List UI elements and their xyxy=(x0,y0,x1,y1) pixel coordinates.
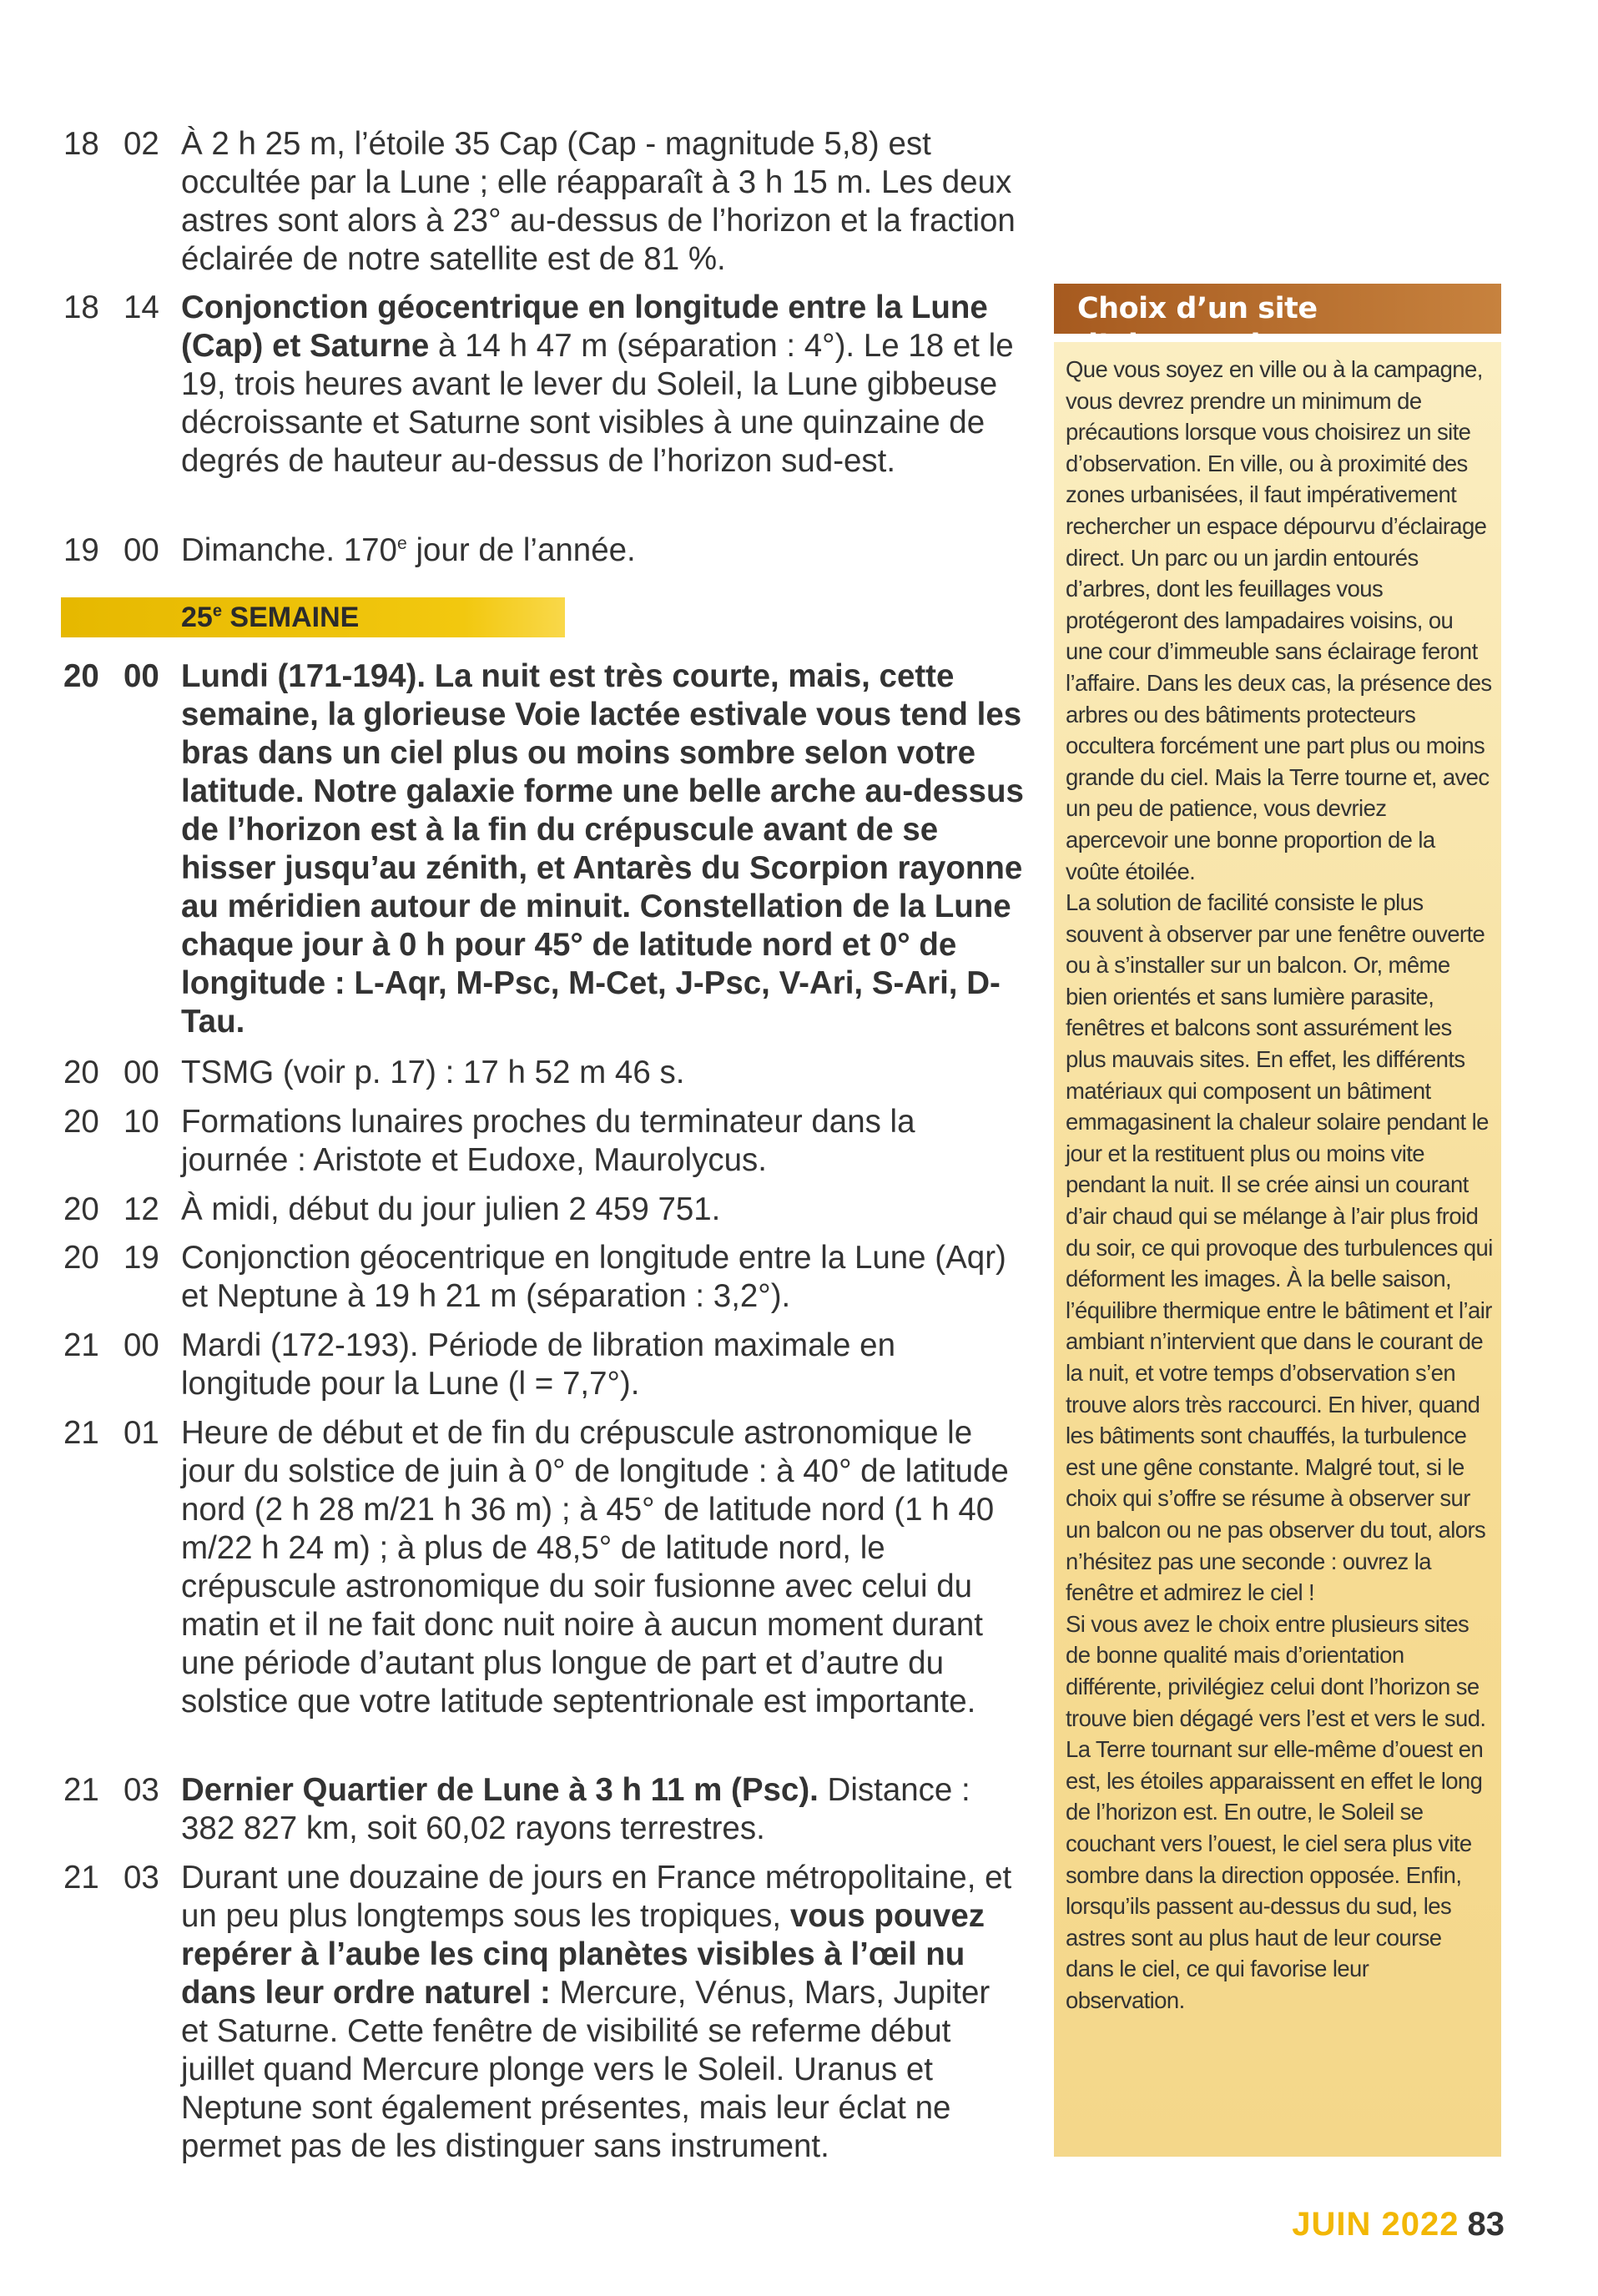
entry-day: 21 xyxy=(63,1860,99,1896)
week-text: SEMAINE xyxy=(221,602,360,633)
sidebar-paragraph: Si vous avez le choix entre plusieurs sites de bonne qualité mais d’orientation différente, privilégiez celui dont l’horizon se trouve bien dégagé vers l’est et vers le sud. La Terre tournant sur elle-même d’ouest en est, les étoiles apparaissent en effet le long de l’horizon est. En outre, le Soleil se couchant vers l’ouest, le ciel sera plus vite sombre dans la direction opposée. Enfin, lorsqu’ils passent au-dessus du sud, les astres sont au plus haut de leur course dans le ciel, ce qui favorise leur observation. xyxy=(1066,1610,1486,2013)
entry-text-bold: vous pouvez repérer à l’aube les cinq planètes visibles à l’œil nu dans leur ordre naturel : xyxy=(181,1898,985,2011)
entry-day: 19 xyxy=(63,532,99,568)
entry-text xyxy=(181,1191,1024,1229)
entry-hour: 03 xyxy=(124,1772,159,1808)
entry-day: 21 xyxy=(63,1415,99,1451)
entry-text-part: Distance : 382 827 km, soit 60,02 rayons terrestres. xyxy=(181,1772,970,1846)
page-footer xyxy=(1292,2204,1505,2244)
entry-hour: 14 xyxy=(124,290,159,325)
entry-text xyxy=(181,1771,1024,1848)
entry-hour: 00 xyxy=(124,658,159,694)
entry-text-part: Durant une douzaine de jours en France métropolitaine, et un peu plus longtemps sous les tropiques, xyxy=(181,1860,1012,1934)
entry-text xyxy=(181,1239,1024,1316)
entry-text-bold: Dernier Quartier de Lune à 3 h 11 m (Psc). xyxy=(181,1772,819,1808)
entry-day: 20 xyxy=(63,1104,99,1140)
week-number: 25 xyxy=(181,602,213,633)
page-number: 83 xyxy=(1467,2206,1505,2243)
entry-text xyxy=(181,531,1024,570)
entry-text-part: Formations lunaires proches du terminateur dans la journée : Aristote et Eudoxe, Maurolycus. xyxy=(181,1104,915,1178)
entry-text-part: Mardi (172-193). Période de libration maximale en longitude pour la Lune (l = 7,7°). xyxy=(181,1327,895,1402)
entry-text-part: jour de l’année. xyxy=(406,532,636,568)
sidebar-box xyxy=(1054,342,1501,2157)
entry-hour: 10 xyxy=(124,1104,159,1140)
entry-day: 21 xyxy=(63,1327,99,1363)
entry-hour: 19 xyxy=(124,1240,159,1276)
entry-text-part: Conjonction géocentrique en longitude entre la Lune (Aqr) et Neptune à 19 h 21 m (séparation : 3,2°). xyxy=(181,1240,1006,1314)
week-label xyxy=(181,600,359,635)
sidebar-title: Choix d’un site xyxy=(1077,292,1318,325)
entry-text-part: Dimanche. 170 xyxy=(181,532,397,568)
entry-hour: 00 xyxy=(124,1327,159,1363)
week-banner xyxy=(61,597,565,637)
entry-hour: 03 xyxy=(124,1860,159,1896)
entry-text xyxy=(181,1054,1024,1092)
entry-text xyxy=(181,1327,1024,1403)
entry-day: 21 xyxy=(63,1772,99,1808)
entry-hour: 12 xyxy=(124,1191,159,1227)
entry-text-part: Heure de début et de fin du crépuscule astronomique le jour du solstice de juin à 0° de longitude : à 40° de latitude nord (2 h 28 m/21 h 36 m) ; à 45° de latitude nord (1 h 40 m/22 h 24 m) ; à plus de 48,5° de latitude nord, le crépuscule astronomique du soir fusionne avec celui du matin et il ne fait donc nuit noire à aucun moment durant une période d’autant plus longue de part et d’autre du solstice que votre latitude septentrionale est importante. xyxy=(181,1415,1009,1719)
entry-text xyxy=(181,1103,1024,1180)
entry-text xyxy=(181,125,1024,279)
entry-hour: 00 xyxy=(124,532,159,568)
entry-text: Lundi (171-194). La nuit est très courte, mais, cette semaine, la glorieuse Voie lactée estivale vous tend les bras dans un ciel plus ou moins sombre selon votre latitude. Notre galaxie forme une belle arche au-dessus de l’horizon est à la fin du crépuscule avant de se hisser jusqu’au zénith, et Antarès du Scorpion rayonne au méridien autour de minuit. Constellation de la Lune chaque jour à 0 h pour 45° de latitude nord et 0° de longitude : L-Aqr, M-Psc, M-Cet, J-Psc, V-Ari, S-Ari, D-Tau. xyxy=(181,658,1024,1040)
entry-hour: 02 xyxy=(124,126,159,162)
entry-text-bold: Conjonction géocentrique en longitude entre la Lune (Cap) et Saturne xyxy=(181,290,988,364)
entry-text-part: À midi, début du jour julien 2 459 751. xyxy=(181,1191,721,1227)
entry-day: 20 xyxy=(63,1191,99,1227)
ordinal-sup: e xyxy=(212,602,222,621)
entry-text xyxy=(181,1859,1024,2166)
entry-day: 20 xyxy=(63,658,99,694)
sidebar-text xyxy=(1066,354,1493,2016)
entry-text xyxy=(181,1414,1024,1721)
entry-text-part: Mercure, Vénus, Mars, Jupiter et Saturne. Cette fenêtre de visibilité se referme début juillet quand Mercure plonge vers le Soleil. Uranus et Neptune sont également présentes, mais leur éclat ne permet pas de les distinguer sans instrument. xyxy=(181,1975,991,2164)
footer-month: JUIN 2022 xyxy=(1292,2206,1459,2243)
entry-day: 20 xyxy=(63,1055,99,1090)
entry-hour: 00 xyxy=(124,1055,159,1090)
sidebar-paragraph: La solution de facilité consiste le plus souvent à observer par une fenêtre ouverte ou à s’installer sur un balcon. Or, même bien orientés et sans lumière parasite, fenêtres et balcons sont assurément les plus mauvais sites. En effet, les différents matériaux qui composent un bâtiment emmagasinent la chaleur solaire pendant le jour et la restituent plus ou moins vite pendant la nuit. Il se crée ainsi un courant d’air chaud qui se mélange à l’air plus froid du soir, ce qui provoque des turbulences qui déforment les images. À la belle saison, l’équilibre thermique entre le bâtiment et l’air ambiant n’intervient que dans le courant de la nuit, et votre temps d’observation s’en trouve alors très raccourci. En hiver, quand les bâtiments sont chauffés, la turbulence est une gêne constante. Malgré tout, si le choix qui s’offre se résume à observer sur un balcon ou ne pas observer du tout, alors n’hésitez pas une seconde : ouvrez la fenêtre et admirez le ciel ! xyxy=(1066,889,1493,1606)
entry-hour: 01 xyxy=(124,1415,159,1451)
entry-day: 18 xyxy=(63,290,99,325)
sidebar-paragraph: Que vous soyez en ville ou à la campagne, vous devrez prendre un minimum de précautions lorsque vous choisirez un site d’observation. En ville, ou à proximité des zones urbanisées, il faut impérativement rechercher un espace dépourvu d’éclairage direct. Un parc ou un jardin entourés d’arbres, dont les feuillages vous protégeront des lampadaires voisins, ou une cour d’immeuble sans éclairage feront l’affaire. Dans les deux cas, la présence des arbres ou des bâtiments protecteurs occultera forcément une part plus ou moins grande du ciel. Mais la Terre tourne et, avec un peu de patience, vous devriez apercevoir une bonne proportion de la voûte étoilée. xyxy=(1066,356,1492,884)
ordinal-sup: e xyxy=(396,534,407,554)
entry-text-part: À 2 h 25 m, l’étoile 35 Cap (Cap - magnitude 5,8) est occultée par la Lune ; elle réapparaît à 3 h 15 m. Les deux astres sont alors à 23° au-dessus de l’horizon et la fraction éclairée de notre satellite est de 81 %. xyxy=(181,126,1016,277)
entry-text xyxy=(181,289,1024,481)
sidebar-header xyxy=(1054,284,1501,334)
entry-text-part: TSMG (voir p. 17) : 17 h 52 m 46 s. xyxy=(181,1055,685,1090)
entry-day: 20 xyxy=(63,1240,99,1276)
entry-day: 18 xyxy=(63,126,99,162)
entry-text-part: à 14 h 47 m (séparation : 4°). Le 18 et le 19, trois heures avant le lever du Soleil, la Lune gibbeuse décroissante et Saturne sont visibles à une quinzaine de degrés de hauteur au-dessus de l’horizon sud-est. xyxy=(181,328,1014,479)
